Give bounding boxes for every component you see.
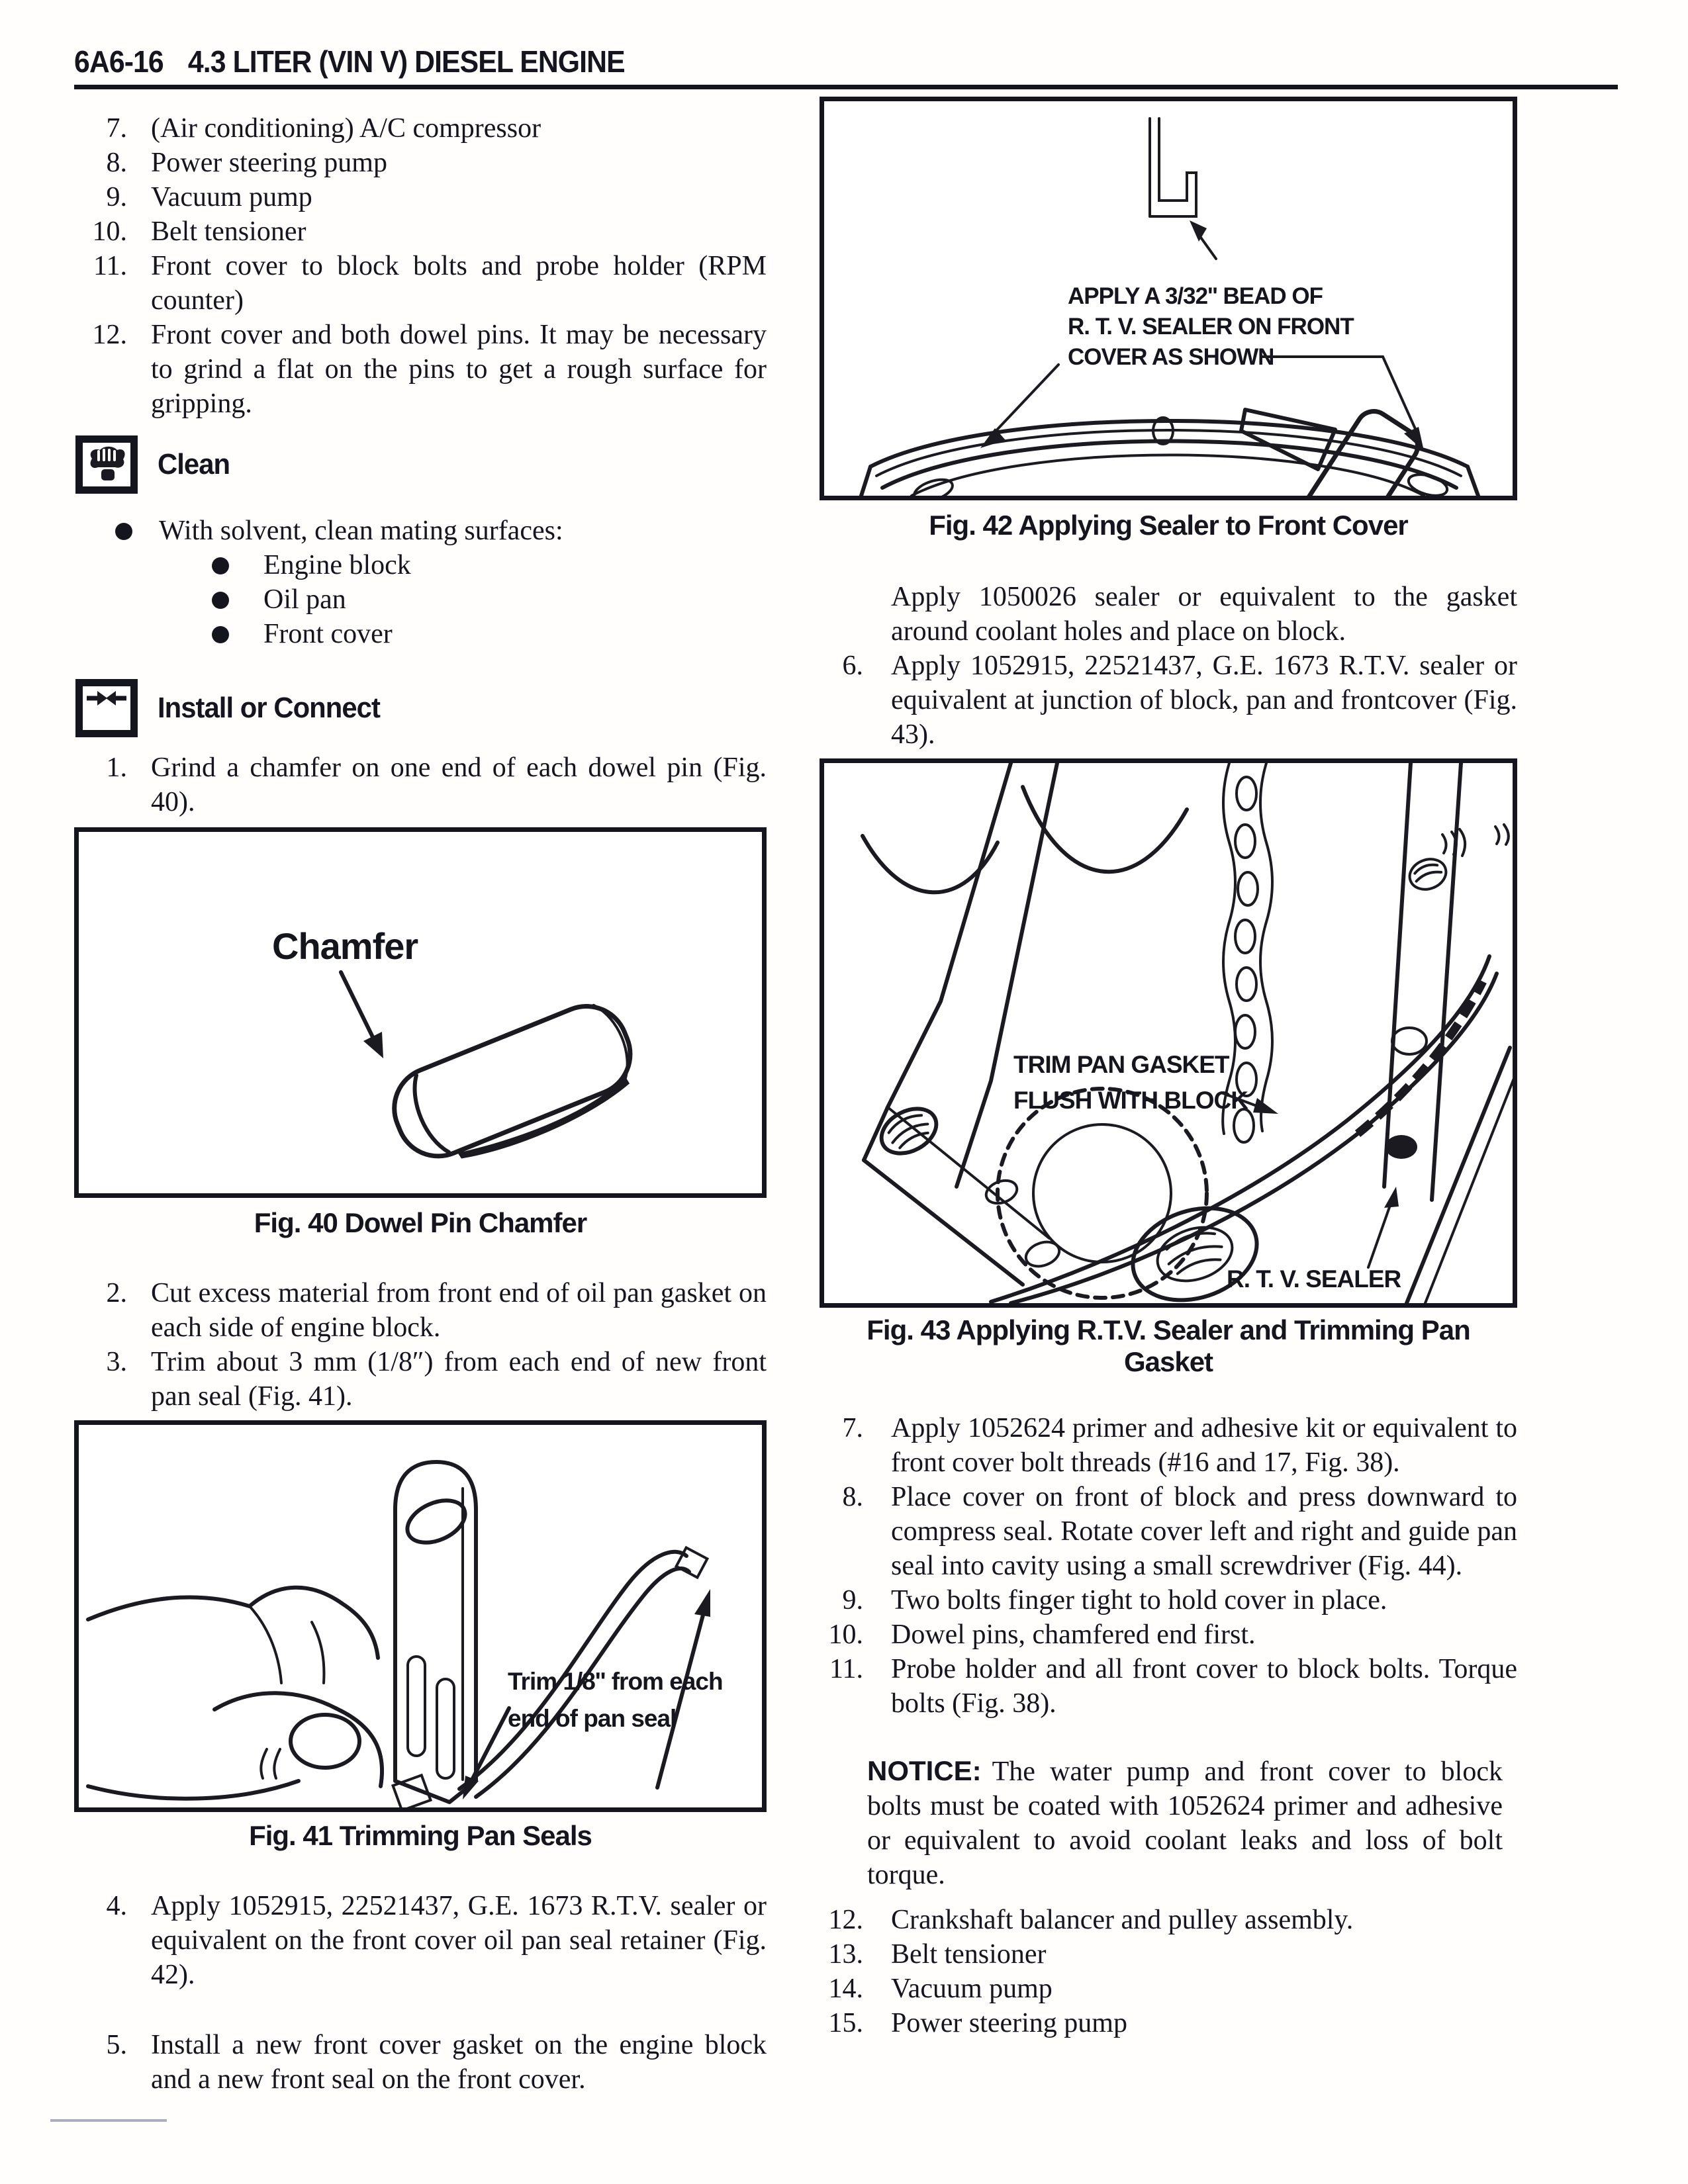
- step-12-item: 12. Front cover and both dowel pins. It may be necessary to grind a flat on the pins to get a rough surface for gripping.: [92, 320, 767, 419]
- figure-41-label-line1: Trim 1/8'' from each: [508, 1668, 723, 1695]
- figure-42-label-line3: COVER AS SHOWN: [1068, 344, 1274, 370]
- notice-block: [867, 1754, 1503, 1892]
- figure-43-trim-label-line1: TRIM PAN GASKET: [1013, 1051, 1229, 1078]
- install-section-heading: [75, 679, 767, 737]
- bullet-dot: [115, 523, 132, 540]
- bullet-dot: [212, 626, 229, 643]
- probe-holder-drawing: [1384, 763, 1461, 1200]
- clean-section-heading: [75, 435, 767, 494]
- step-3-item: 3. Trim about 3 mm (1/8″) from each end of new front pan seal (Fig. 41).: [106, 1347, 767, 1412]
- step-2-item: 2. Cut excess material from front end of oil pan gasket on each side of engine block.: [106, 1278, 767, 1343]
- clean-bullet: With solvent, clean mating surfaces:: [74, 514, 767, 548]
- clean-label: Clean: [158, 448, 230, 480]
- page-number: 6A6-16: [74, 44, 164, 79]
- figure-42-caption: Fig. 42 Applying Sealer to Front Cover: [929, 510, 1408, 541]
- step-4-item: 4. Apply 1052915, 22521437, G.E. 1673 R.T.V. sealer or equivalent on the front cover oil pan seal retainer (Fig. 42).: [106, 1891, 767, 1990]
- timing-chain-drawing: [1223, 763, 1272, 1142]
- figure-40-label: Chamfer: [272, 925, 418, 967]
- header-rule: [74, 85, 1618, 89]
- step-12-item: 12. Crankshaft balancer and pulley assembly.: [828, 1905, 1354, 1935]
- seal-cross-section-drawing: [1150, 118, 1216, 259]
- step-6-item: 6. Apply 1052915, 22521437, G.E. 1673 R.T.V. sealer or equivalent at junction of block, pan and frontcover (Fig. 43).: [842, 651, 1517, 750]
- arrows-together-icon: [75, 679, 138, 737]
- scan-artifact-line: [50, 2119, 167, 2122]
- step-11-item: 11. Front cover to block bolts and probe holder (RPM counter): [93, 251, 767, 316]
- step-10-item: 10. Belt tensioner: [92, 216, 306, 247]
- step-10-item: 10. Dowel pins, chamfered end first.: [828, 1619, 1256, 1650]
- right-column: [820, 97, 1517, 2040]
- figure-42: [820, 97, 1517, 500]
- notice-label: NOTICE:: [867, 1755, 982, 1786]
- bullet-dot: [212, 557, 229, 574]
- figure-43: [820, 758, 1517, 1308]
- step-15-item: 15. Power steering pump: [828, 2008, 1127, 2038]
- step-8-item: 8. Power steering pump: [106, 148, 387, 178]
- figure-40: [74, 827, 767, 1198]
- left-column: [74, 111, 767, 2097]
- hand-drawing: [88, 1588, 382, 1799]
- figure-41-label-line2: end of pan seal: [508, 1705, 677, 1732]
- engine-block-drawing: [863, 763, 1187, 1285]
- step-13-item: 13. Belt tensioner: [828, 1939, 1047, 1970]
- step-7-item: 7. Apply 1052624 primer and adhesive kit or equivalent to front cover bolt threads (#16 and 17, Fig. 38).: [842, 1413, 1517, 1478]
- step-7-item: 7. (Air conditioning) A/C compressor: [106, 113, 541, 144]
- page-title: 4.3 LITER (VIN V) DIESEL ENGINE: [187, 44, 625, 79]
- clean-sub-bullet: Oil pan: [74, 582, 767, 617]
- front-cover-drawing: [861, 418, 1478, 496]
- step-14-item: 14. Vacuum pump: [828, 1974, 1053, 2004]
- clean-sub-bullet: Front cover: [74, 617, 767, 651]
- dowel-pin-drawing: [382, 994, 649, 1183]
- clean-sub-bullet: Engine block: [74, 548, 767, 582]
- figure-40-caption: Fig. 40 Dowel Pin Chamfer: [254, 1207, 587, 1238]
- seal-tool-drawing: [395, 1462, 476, 1802]
- step-11-item: 11. Probe holder and all front cover to block bolts. Torque bolts (Fig. 38).: [829, 1654, 1517, 1719]
- figure-41: [74, 1420, 767, 1812]
- wipe-hand-icon: [75, 435, 138, 494]
- step-1-item: 1. Grind a chamfer on one end of each dowel pin (Fig. 40).: [106, 752, 767, 817]
- page-header: [74, 44, 625, 79]
- step-9-item: 9. Two bolts finger tight to hold cover in place.: [842, 1585, 1387, 1615]
- figure-42-label-line1: APPLY A 3/32'' BEAD OF: [1068, 283, 1323, 309]
- sealer-applicator-drawing: [1241, 405, 1424, 496]
- step-5-continuation: Apply 1050026 sealer or equivalent to the gasket around coolant holes and place on block.: [891, 582, 1517, 647]
- pan-gasket-drawing: [991, 956, 1513, 1303]
- notice-text: The water pump and front cover to block bolts must be coated with 1052624 primer and adhesive or equivalent to avoid coolant leaks and loss of bolt torque.: [867, 1756, 1503, 1890]
- figure-43-trim-label-line2: FLUSH WITH BLOCK: [1013, 1087, 1248, 1114]
- figure-42-label-line2: R. T. V. SEALER ON FRONT: [1068, 314, 1354, 340]
- step-5-item: 5. Install a new front cover gasket on the engine block and a new front seal on the front cover.: [106, 2030, 767, 2095]
- step-8-item: 8. Place cover on front of block and press downward to compress seal. Rotate cover left and right and guide pan seal into cavity using a small screwdriver (Fig. 44).: [842, 1482, 1517, 1581]
- figure-43-rtv-label: R. T. V. SEALER: [1227, 1265, 1401, 1293]
- motion-marks: [1495, 825, 1509, 844]
- figure-41-caption: Fig. 41 Trimming Pan Seals: [249, 1820, 592, 1851]
- step-9-item: 9. Vacuum pump: [106, 182, 312, 212]
- figure-43-caption: Fig. 43 Applying R.T.V. Sealer and Trimming Pan Gasket: [867, 1314, 1470, 1377]
- bullet-dot: [212, 592, 229, 609]
- install-label: Install or Connect: [158, 692, 380, 724]
